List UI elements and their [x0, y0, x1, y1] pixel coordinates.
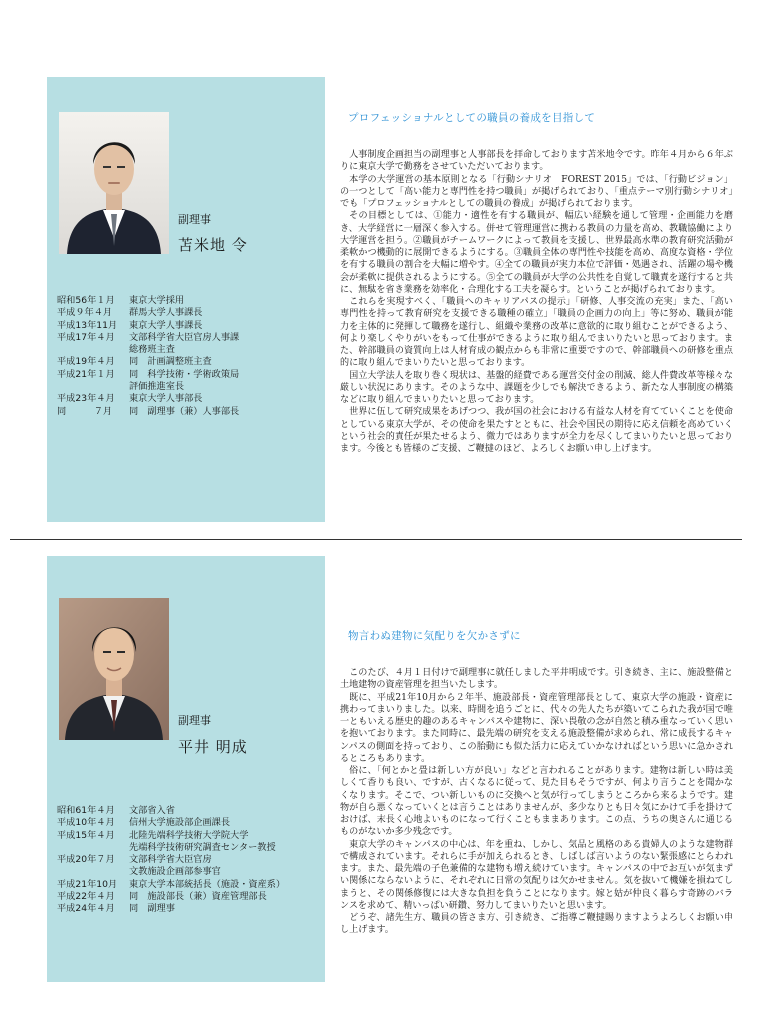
person-name: 平井 明成	[178, 738, 248, 756]
career-text: 同 副理事	[129, 903, 175, 915]
career-text: 同 副理事（兼）人事部長	[129, 405, 240, 417]
career-date	[57, 842, 129, 854]
profile-panel	[47, 77, 325, 522]
portrait-photo	[59, 112, 169, 254]
role-label: 副理事	[178, 213, 211, 226]
article-paragraph: 既に、平成21年10月から２年半、施設部長・資産管理部長として、東京大学の施設・資産に携わってまいりました。以来、時間を追うごとに、代々の先人たちが築いてこられた我が国で唯一ともいえる歴史的趣のあるキャンパスや建物に、深い畏敬の念が自然と積み重なっていく思いを抱いております。また同時に、最先端の研究を支える施設整備が求められ、常に成長するキャンパスの側面を持っており、この胎動にも似た活力に応えていかなければという思いに急かされるところもあります。	[340, 692, 733, 764]
career-date: 昭和56年１月	[57, 295, 115, 306]
career-text: 文部省入省	[129, 805, 175, 816]
career-text: 文部科学省大臣官房人事課	[129, 331, 240, 343]
article-paragraph: このたび、４月１日付けで副理事に就任しました平井明成です。引き続き、主に、施設整備と土地建物の資産管理を担当いたします。	[340, 668, 733, 691]
career-text: 東京大学本部統括長（施設・資産系）	[129, 878, 286, 890]
person-name: 苫米地 令	[178, 236, 248, 254]
career-row	[57, 866, 321, 878]
article	[340, 110, 733, 455]
article-paragraph: 国立大学法人を取り巻く現状は、基盤的経費である運営交付金の削減、総人件費改革等様々な厳しい状況にあります。そのような中、課題を少しでも解決できるよう、新たな人事制度の構築などに取り組んでまいりたいと思っております。	[340, 370, 733, 405]
profile-panel	[47, 556, 325, 982]
career-row	[57, 854, 321, 866]
role-label: 副理事	[178, 714, 211, 727]
section-divider	[10, 539, 742, 540]
career-date: 平成９年４月	[57, 307, 113, 319]
career-date: 平成23年４月	[57, 393, 115, 405]
career-text: 文教施設企画部参事官	[129, 866, 221, 878]
career-row	[57, 817, 321, 829]
article-paragraph: どうぞ、諸先生方、職員の皆さま方、引き続き、ご指導ご鞭撻賜りますようよろしくお願い申し上げます。	[340, 913, 733, 936]
career-row	[57, 332, 321, 344]
career-row	[57, 830, 321, 842]
career-date: 平成20年７月	[57, 854, 115, 866]
career-text: 評価推進室長	[129, 381, 185, 393]
career-text: 群馬大学人事課長	[129, 307, 203, 319]
article-paragraph: 俗に、「何とかと畳は新しい方が良い」などと言われることがあります。建物は新しい時は美しくて香りも良い、ですが、古くなるに従って、見た目もそうですが、何より言うことを聞かなくなります。そこで、つい新しいものに交換へと気が行ってしまうところから来るようです。建物が自ら悪くなっていくとは言うことはありませんが、多少なりとも日々気にかけて手を掛けておけば、末長く心地よいものになって行くこともままあります。この点、うちの奥さんに通じるものがないか多少残念です。	[340, 766, 733, 838]
career-date: 平成19年４月	[57, 356, 115, 368]
career-row	[57, 344, 321, 356]
article-paragraph: その目標としては、①能力・適性を有する職員が、幅広い経験を通して管理・企画能力を磨き、大学経営に一層深く参入する。併せて管理運営に携わる教員の力量を高め、教職協働により大学運営を担う。②職員がチームワークによって教員を支援し、世界最高水準の教育研究活動が柔軟かつ機動的に展開できるようにする。③職員全体の専門性や技能を高め、高度な資格・学位を有する職員の割合を大幅に増やす。④全ての職員が実力本位で評価・処遇され、活躍の場や機会が柔軟に提供されるようにする。⑤全ての職員が大学の公共性を自覚して職責を遂行すると共に、無駄を省き業務を効率化・合理化する工夫を凝らす。ということが掲げられております。	[340, 211, 733, 295]
career-text: 同 施設部長（兼）資産管理部長	[129, 891, 267, 903]
career-row	[57, 879, 321, 891]
career-list	[57, 805, 321, 916]
article	[340, 628, 733, 937]
article-title: プロフェッショナルとしての職員の養成を目指して	[348, 112, 596, 124]
career-date: 平成10年４月	[57, 817, 115, 829]
career-row	[57, 903, 321, 915]
career-row	[57, 381, 321, 393]
career-row	[57, 393, 321, 405]
career-row	[57, 842, 321, 854]
career-row	[57, 805, 321, 817]
career-date: 平成17年４月	[57, 331, 115, 343]
career-date: 平成15年４月	[57, 829, 115, 841]
article-title: 物言わぬ建物に気配りを欠かさずに	[348, 630, 521, 642]
career-date	[57, 344, 129, 356]
career-date	[57, 381, 129, 393]
career-text: 東京大学人事部長	[129, 393, 203, 405]
article-paragraph: 人事制度企画担当の副理事と人事部長を拝命しております苫米地令です。昨年４月から６年ぶりに東京大学で勤務をさせていただいております。	[340, 150, 733, 173]
article-body	[340, 149, 733, 455]
article-paragraph: 本学の大学運営の基本原則となる「行動シナリオ FOREST 2015」では、「行動ビジョン」の一つとして「高い能力と専門性を持つ職員」が掲げられており、「重点テーマ別行動シナリオ」でも「プロフェッショナルとしての職員の養成」が掲げられております。	[340, 174, 733, 209]
article-paragraph: これらを実現すべく、「職員へのキャリアパスの提示」「研修、人事交流の充実」また、「高い専門性を持って教育研究を支援できる職種の確立」「職員の企画力の向上」等に努め、職員が能力を主体的に発揮して職務を遂行し、組織や業務の改革に意欲的に取り組むことができるよう、何より楽しくやりがいをもって仕事ができるように取り組んでまいりたいと思っております。また、幹部職員の資質向上は人材育成の観点からも非常に重要ですので、幹部職員への研修を重点的に取り組んでまいりたいと思っております。	[340, 297, 733, 369]
career-date: 平成24年４月	[57, 903, 115, 915]
career-text: 東京大学採用	[129, 295, 185, 306]
career-list	[57, 295, 321, 418]
career-text: 同 科学技術・学術政策局	[129, 368, 240, 380]
career-text: 文部科学省大臣官房	[129, 854, 212, 866]
career-text: 先端科学技術研究調査センター教授	[129, 841, 276, 853]
career-date: 同 ７月	[57, 405, 113, 417]
career-date: 平成21年10月	[57, 878, 118, 890]
career-row	[57, 891, 321, 903]
career-date: 平成21年１月	[57, 368, 115, 380]
career-row	[57, 320, 321, 332]
career-date: 昭和61年４月	[57, 805, 115, 816]
career-row	[57, 295, 321, 307]
career-row	[57, 307, 321, 319]
career-text: 同 計画調整班主査	[129, 356, 212, 368]
career-row	[57, 369, 321, 381]
career-text: 総務班主査	[129, 344, 175, 356]
career-row	[57, 356, 321, 368]
article-body	[340, 667, 733, 937]
career-date: 平成22年４月	[57, 891, 115, 903]
career-text: 東京大学人事課長	[129, 319, 203, 331]
career-row	[57, 406, 321, 418]
career-text: 北陸先端科学技術大学院大学	[129, 829, 249, 841]
portrait-photo	[59, 598, 169, 740]
article-paragraph: 世界に伍して研究成果をあげつつ、我が国の社会における有益な人材を育てていくことを使命としている東京大学が、その使命を果たすとともに、社会や国民の期待に応え信頼を高めていくという社会的責任が果たせるよう、微力ではありますが全力を尽くしてまいりたいと思っております。今後とも皆様のご支援、ご鞭撻のほど、よろしくお願い申し上げます。	[340, 407, 733, 454]
career-text: 信州大学施設部企画課長	[129, 817, 231, 829]
article-paragraph: 東京大学のキャンパスの中心は、年を重ね、しかし、気品と風格のある貴婦人のような建物群で構成されています。それらに手が加えられるとき、しばしば言いようのない緊張感にとらわれます。また、最先端の子色兼備的な建物も増え続けています。キャンパスの中でお互いが気まずい関係にならないように、それぞれに日常の気配りは欠かせません。気を抜いて機嫌を損ねてしまうと、その関係修復には大きな負担を負うことになります。嫁と姑が仲良く暮らす奇跡のバランスを求めて、精いっぱい研鑽、努力してまいりたいと思います。	[340, 839, 733, 911]
career-date: 平成13年11月	[57, 319, 118, 331]
career-date	[57, 866, 129, 878]
